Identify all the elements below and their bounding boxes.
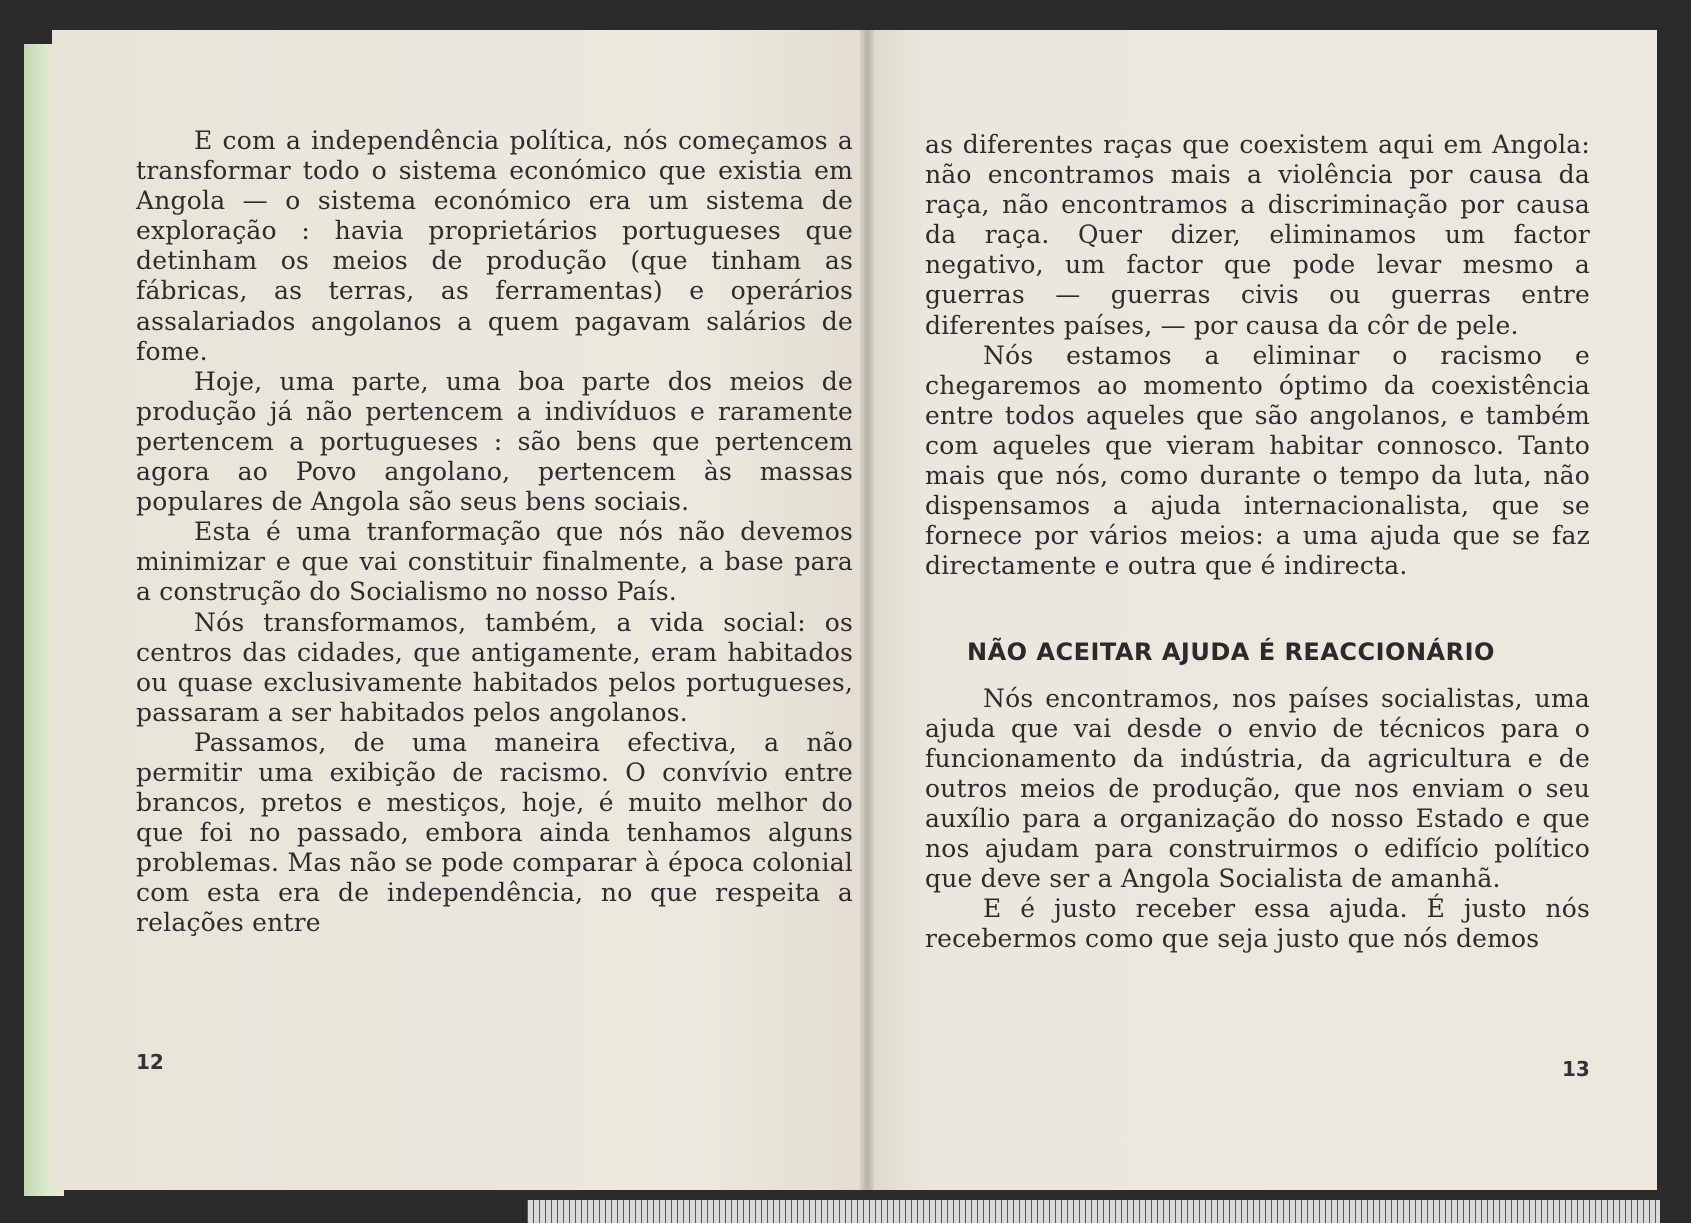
left-text-column [136, 126, 853, 939]
paragraph: Nós estamos a eliminar o racismo e chegaremos ao momento óptimo da coexistência entre todos aqueles que são angolanos, e também com aqueles que vieram habitar connosco. Tanto mais que nós, como durante o tempo da luta, não dispensamos a ajuda internacionalista, que se fornece por vários meios: a uma ajuda que se faz directamente e outra que é indirecta. [925, 340, 1590, 581]
paragraph: Esta é uma tranformação que nós não devemos minimizar e que vai constituir finalmente, a base para a construção do Socialismo no nosso País. [136, 517, 853, 607]
paragraph: E com a independência política, nós começamos a transformar todo o sistema económico que existia em Angola — o sistema económico era um sistema de exploração : havia proprietários portugueses que detinham os meios de produção (que tinham as fábricas, as terras, as ferramentas) e operários assalariados angolanos a quem pagavam salários de fome. [136, 126, 853, 366]
measuring-ruler [527, 1200, 1660, 1223]
left-page [52, 30, 867, 1190]
paragraph: E é justo receber essa ajuda. É justo nós recebermos como que seja justo que nós demos [925, 894, 1590, 954]
right-page [867, 30, 1657, 1190]
paragraph: as diferentes raças que coexistem aqui em Angola: não encontramos mais a violência por causa da raça, não encontramos a discriminação por causa da raça. Quer dizer, eliminamos um factor negativo, um factor que pode levar mesmo a guerras — guerras civis ou guerras entre diferentes países, — por causa da côr de pele. [925, 130, 1590, 340]
paragraph: Nós encontramos, nos países socialistas, uma ajuda que vai desde o envio de técnicos para o funcionamento da indústria, da agricultura e de outros meios de produção, que nos enviam o seu auxílio para a organização do nosso Estado e que nos ajudam para construirmos o edifício político que deve ser a Angola Socialista de amanhã. [925, 683, 1590, 894]
paragraph: Nós transformamos, também, a vida social: os centros das cidades, que antigamente, eram habitados ou quase exclusivamente habitados pelos portugueses, passaram a ser habitados pelos angolanos. [136, 607, 853, 727]
right-text-column [925, 130, 1590, 954]
book-gutter [860, 30, 874, 1190]
page-number: 12 [136, 1050, 164, 1074]
paragraph: Passamos, de uma maneira efectiva, a não permitir uma exibição de racismo. O convívio entre brancos, pretos e mestiços, hoje, é muito melhor do que foi no passado, embora ainda tenhamos alguns problemas. Mas não se pode comparar à época colonial com esta era de independência, no que respeita a relações entre [136, 727, 853, 938]
page-number: 13 [1562, 1057, 1590, 1081]
paragraph: Hoje, uma parte, uma boa parte dos meios de produção já não pertencem a indivíduos e raramente pertencem a portugueses : são bens que pertencem agora ao Povo angolano, pertencem às massas populares de Angola são seus bens sociais. [136, 366, 853, 517]
section-heading: NÃO ACEITAR AJUDA É REACCIONÁRIO [967, 638, 1495, 667]
